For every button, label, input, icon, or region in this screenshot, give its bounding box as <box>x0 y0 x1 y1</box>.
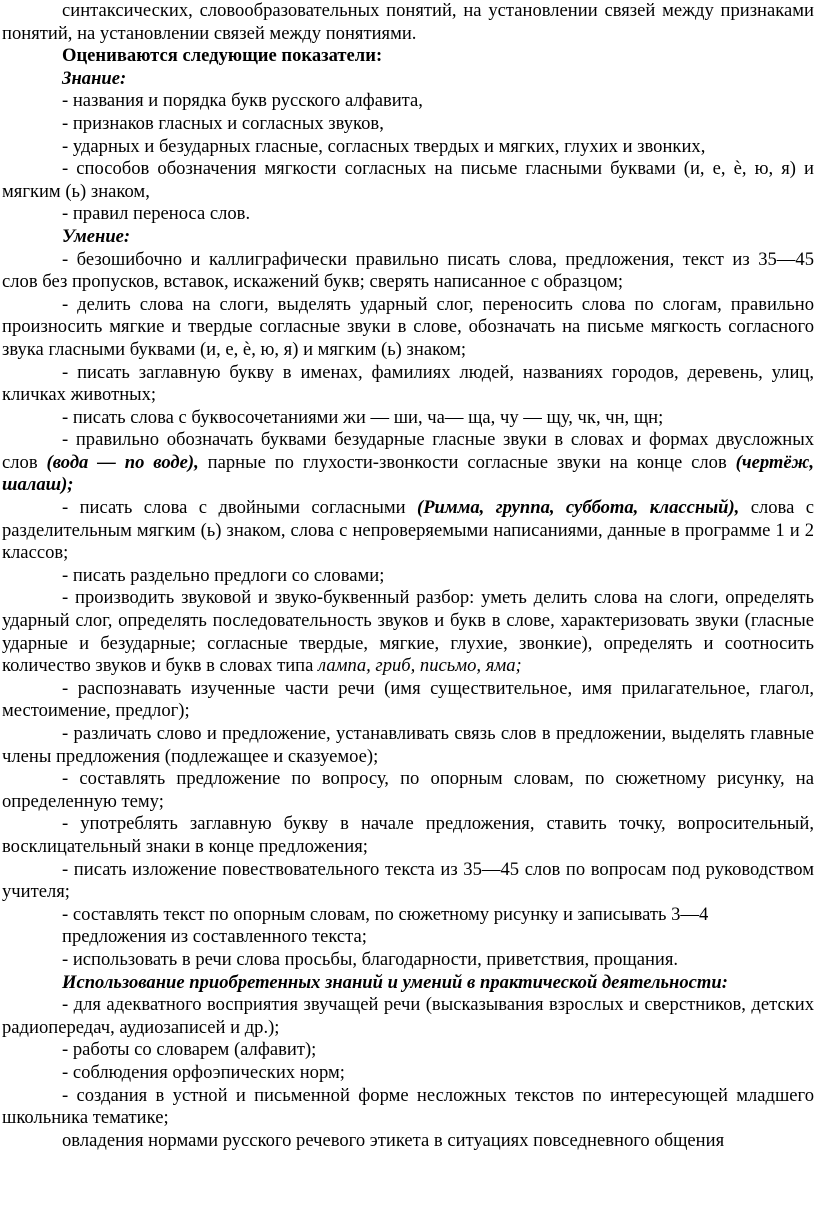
intro-paragraph: синтаксических, словообразовательных понятий, на установлении связей между признаками понятий, на установлении связей между понятиями. <box>2 0 814 44</box>
practice-item: - работы со словарем (алфавит); <box>62 1039 317 1061</box>
knowledge-item: - признаков гласных и согласных звуков, <box>62 112 384 134</box>
skill-item: - употреблять заглавную букву в начале предложения, ставить точку, вопросительный, восклицательный знаки в конце предложения; <box>2 813 814 857</box>
skills-heading: Умение: <box>62 225 131 247</box>
example-words: (вода — по воде), <box>46 451 199 473</box>
skill-item: - распознавать изученные части речи (имя существительное, имя прилагательное, глагол, местоимение, предлог); <box>2 677 814 722</box>
knowledge-item: - правил переноса слов. <box>62 203 251 225</box>
skill-item: - безошибочно и каллиграфически правильно писать слова, предложения, текст из 35—45 слов без пропусков, вставок, искажений букв; сверять написанное с образцом; <box>2 248 814 293</box>
skill-item <box>2 497 814 565</box>
skill-item: - писать раздельно предлоги со словами; <box>62 564 385 586</box>
skill-item <box>2 587 814 677</box>
skill-item: - писать слова с буквосочетаниями жи — ши, ча— ща, чу — щу, чк, чн, щн; <box>62 406 664 428</box>
knowledge-item: - способов обозначения мягкости согласных на письме гласными буквами (и, е, ѐ, ю, я) и мягким (ь) знаком, <box>2 158 814 202</box>
text-run: - писать слова с двойными согласными <box>62 497 417 519</box>
text-run: слова с разделительным мягким (ь) знаком, слова с непроверяемыми написаниями, данные в программе 1 и 2 классов; <box>2 497 814 564</box>
skill-item: - различать слово и предложение, устанавливать связь слов в предложении, выделять главные члены предложения (подлежащее и сказуемое); <box>2 723 814 767</box>
skill-item: - писать изложение повествовательного текста из 35—45 слов по вопросам под руководством учителя; <box>2 858 814 903</box>
practice-item: овладения нормами русского речевого этикета в ситуациях повседневного общения <box>62 1129 725 1151</box>
practice-item: - соблюдения орфоэпических норм; <box>62 1061 345 1083</box>
skill-item: - писать заглавную букву в именах, фамилиях людей, названиях городов, деревень, улиц, кличках животных; <box>2 361 814 406</box>
skill-item: - делить слова на слоги, выделять ударный слог, переносить слова по слогам, правильно произносить мягкие и твердые согласные звуки в слове, обозначать на письме мягкость согласного звука гласными буквами (и, е, ѐ, ю, я) и мягким (ь) знаком; <box>2 293 814 360</box>
practice-heading: Использование приобретенных знаний и умений в практической деятельности: <box>62 971 728 993</box>
practice-item: - для адекватного восприятия звучащей речи (высказывания взрослых и сверстников, детских радиопередач, аудиозаписей и др.); <box>2 994 814 1038</box>
example-words: (Римма, группа, суббота, классный), <box>417 497 740 519</box>
example-words: лампа, гриб, письмо, яма; <box>318 655 522 677</box>
knowledge-item: - названия и порядка букв русского алфавита, <box>62 90 423 112</box>
text-run: парные по глухости-звонкости согласные звуки на конце слов <box>198 451 736 473</box>
indicators-heading: Оцениваются следующие показатели: <box>62 45 383 67</box>
knowledge-item: - ударных и безударных гласные, согласных твердых и мягких, глухих и звонких, <box>62 135 706 157</box>
text-run: - производить звуковой и звуко-буквенный разбор: уметь делить слова на слоги, определять ударный слог, определять последовательность звуков и букв в слове, характеризовать звуки (гласные ударные и безударные; согласные твердые, мягкие, глухие, звонкие), определять и соотносить количество звуков и букв в словах типа <box>2 587 814 677</box>
skill-item <box>2 429 814 497</box>
skill-item: - составлять текст по опорным словам, по сюжетному рисунку и записывать 3—4 <box>62 903 709 925</box>
practice-item: - создания в устной и письменной форме несложных текстов по интересующей младшего школьника тематике; <box>2 1084 814 1129</box>
knowledge-heading: Знание: <box>62 67 127 89</box>
skill-item: - составлять предложение по вопросу, по опорным словам, по сюжетному рисунку, на определенную тему; <box>2 768 814 812</box>
skill-item: - использовать в речи слова просьбы, благодарности, приветствия, прощания. <box>62 948 679 970</box>
example-words: (чертёж, шалаш); <box>2 451 814 496</box>
skill-item-continuation: предложения из составленного текста; <box>62 926 367 948</box>
text-run: - правильно обозначать буквами безударные гласные звуки в словах и формах двусложных слов <box>2 429 814 473</box>
